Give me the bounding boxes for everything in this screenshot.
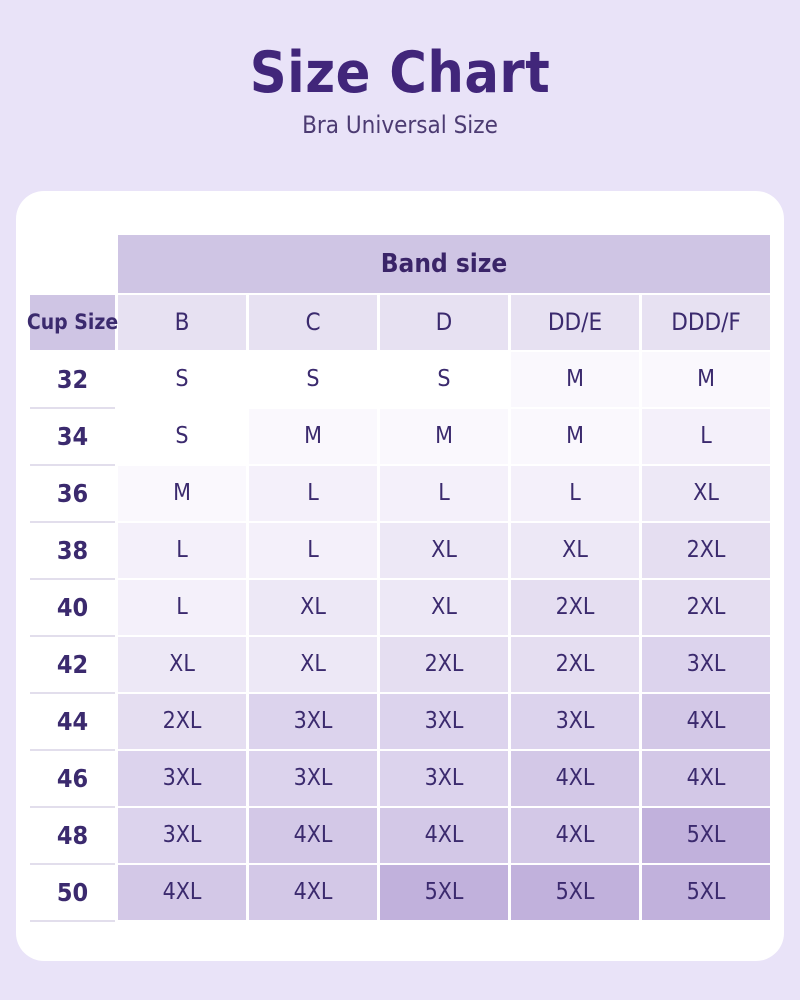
cup-size-cell: 50 xyxy=(30,865,115,920)
size-cell: 4XL xyxy=(642,751,770,806)
cup-size-cell: 44 xyxy=(30,694,115,749)
size-cell: 4XL xyxy=(118,865,246,920)
page-header xyxy=(0,0,800,139)
size-cell: L xyxy=(249,523,377,578)
size-cell: 4XL xyxy=(511,751,639,806)
size-cell: 4XL xyxy=(511,808,639,863)
cup-size-header: Cup Size xyxy=(30,295,115,350)
size-card xyxy=(16,191,784,961)
size-cell: XL xyxy=(380,523,508,578)
cup-size-cell: 46 xyxy=(30,751,115,806)
column-header: D xyxy=(380,295,508,350)
size-cell: 5XL xyxy=(642,865,770,920)
size-cell: 3XL xyxy=(118,808,246,863)
size-cell: 4XL xyxy=(249,865,377,920)
band-size-header: Band size xyxy=(118,235,770,293)
column-header: DD/E xyxy=(511,295,639,350)
size-cell: L xyxy=(511,466,639,521)
size-cell: L xyxy=(249,466,377,521)
size-cell: 3XL xyxy=(118,751,246,806)
size-cell: 4XL xyxy=(380,808,508,863)
column-header: DDD/F xyxy=(642,295,770,350)
size-cell: 5XL xyxy=(642,808,770,863)
size-table xyxy=(26,235,770,920)
size-cell: 2XL xyxy=(118,694,246,749)
size-cell: L xyxy=(118,523,246,578)
size-cell: M xyxy=(380,409,508,464)
size-cell: L xyxy=(642,409,770,464)
size-cell: S xyxy=(118,352,246,407)
column-header: B xyxy=(118,295,246,350)
size-cell: XL xyxy=(249,637,377,692)
size-cell: S xyxy=(118,409,246,464)
size-cell: 2XL xyxy=(642,580,770,635)
size-cell: 3XL xyxy=(380,751,508,806)
size-cell: 4XL xyxy=(642,694,770,749)
size-cell: M xyxy=(511,409,639,464)
size-cell: 2XL xyxy=(511,637,639,692)
size-cell: 3XL xyxy=(642,637,770,692)
size-cell: L xyxy=(118,580,246,635)
size-cell: XL xyxy=(511,523,639,578)
size-cell: 5XL xyxy=(511,865,639,920)
cup-size-cell: 38 xyxy=(30,523,115,578)
size-cell: M xyxy=(249,409,377,464)
size-cell: XL xyxy=(380,580,508,635)
size-cell: 2XL xyxy=(642,523,770,578)
size-cell: XL xyxy=(118,637,246,692)
size-cell: M xyxy=(511,352,639,407)
size-cell: 3XL xyxy=(380,694,508,749)
size-cell: 2XL xyxy=(511,580,639,635)
cup-size-cell: 42 xyxy=(30,637,115,692)
size-cell: S xyxy=(249,352,377,407)
size-cell: XL xyxy=(249,580,377,635)
size-cell: L xyxy=(380,466,508,521)
size-cell: 5XL xyxy=(380,865,508,920)
page-subtitle: Bra Universal Size xyxy=(302,110,498,139)
size-cell: XL xyxy=(642,466,770,521)
size-cell: 4XL xyxy=(249,808,377,863)
cup-size-cell: 36 xyxy=(30,466,115,521)
size-cell: S xyxy=(380,352,508,407)
column-header: C xyxy=(249,295,377,350)
size-cell: M xyxy=(642,352,770,407)
size-cell: M xyxy=(118,466,246,521)
cup-size-cell: 48 xyxy=(30,808,115,863)
cup-size-cell: 34 xyxy=(30,409,115,464)
size-cell: 3XL xyxy=(249,694,377,749)
size-cell: 3XL xyxy=(511,694,639,749)
page-title: Size Chart xyxy=(249,40,551,106)
cup-size-cell: 32 xyxy=(30,352,115,407)
cup-size-cell: 40 xyxy=(30,580,115,635)
size-cell: 3XL xyxy=(249,751,377,806)
size-cell: 2XL xyxy=(380,637,508,692)
